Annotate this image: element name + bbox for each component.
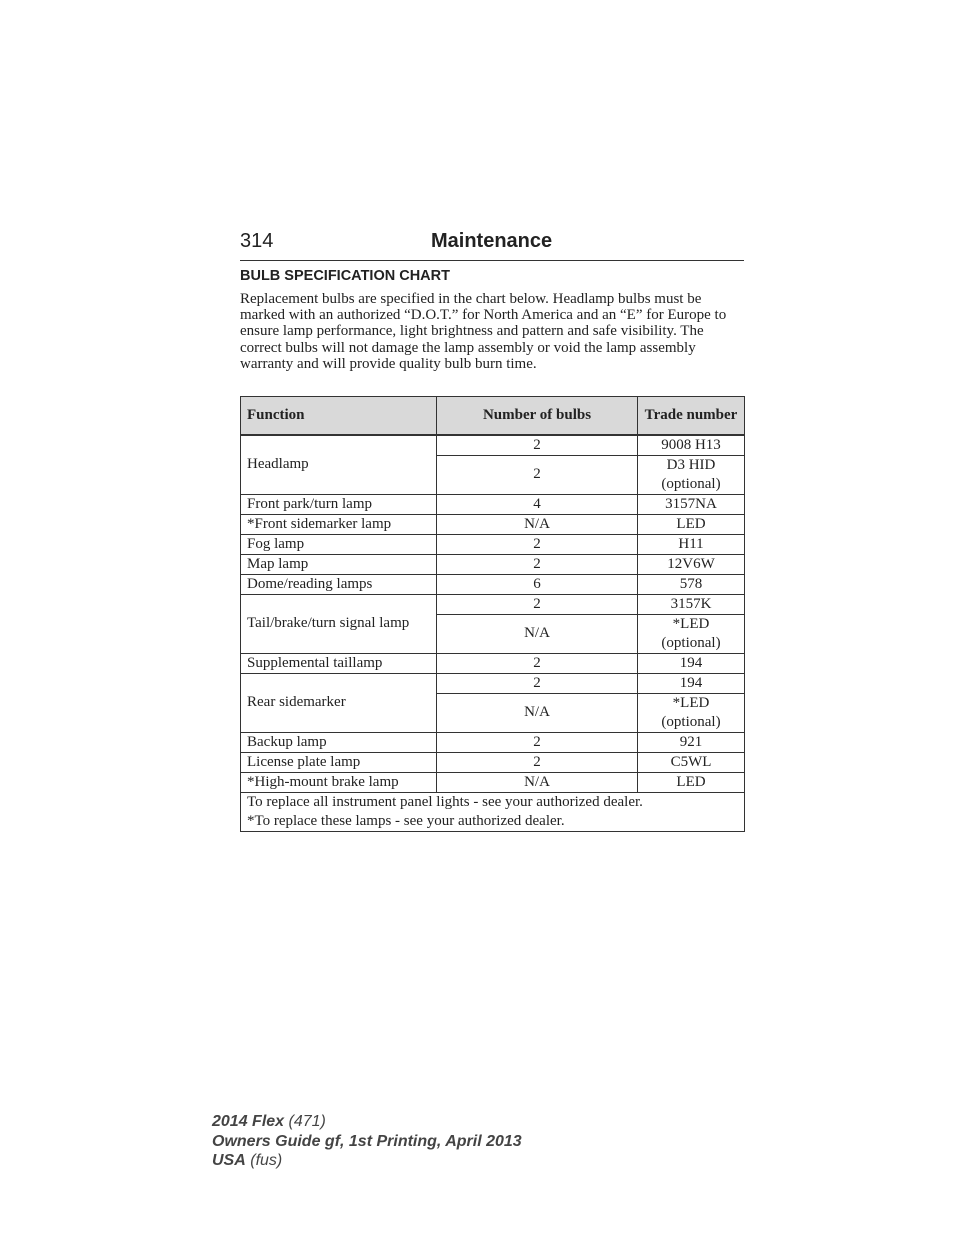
function-cell: Rear sidemarker [241,673,437,732]
trade-number-cell: 9008 H13 [638,435,745,456]
number-of-bulbs-cell: 2 [437,673,638,693]
number-of-bulbs-cell: 2 [437,534,638,554]
function-cell: License plate lamp [241,752,437,772]
table-row [241,494,745,514]
function-cell: Supplemental taillamp [241,653,437,673]
column-header-function: Function [241,397,437,435]
trade-number-cell: *LED (optional) [638,614,745,653]
function-cell: Headlamp [241,435,437,495]
trade-number-cell: 3157NA [638,494,745,514]
table-row [241,673,745,693]
table-notes-cell [241,792,745,831]
footer-guide: Owners Guide gf, 1st Printing, April 2013 [212,1132,522,1150]
number-of-bulbs-cell: N/A [437,514,638,534]
number-of-bulbs-cell: 2 [437,653,638,673]
number-of-bulbs-cell: 6 [437,574,638,594]
function-cell: Fog lamp [241,534,437,554]
number-of-bulbs-cell: N/A [437,614,638,653]
footer-market-line [212,1151,522,1171]
trade-number-cell: H11 [638,534,745,554]
table-body [241,435,745,832]
bulb-specification-table [240,396,745,832]
function-cell: Backup lamp [241,732,437,752]
trade-number-cell: 921 [638,732,745,752]
function-cell: *Front sidemarker lamp [241,514,437,534]
function-cell: Tail/brake/turn signal lamp [241,594,437,653]
trade-number-cell: C5WL [638,752,745,772]
page-header [240,228,744,261]
table-row [241,534,745,554]
number-of-bulbs-cell: 2 [437,435,638,456]
number-of-bulbs-cell: 2 [437,752,638,772]
column-header-number-of-bulbs: Number of bulbs [437,397,638,435]
trade-number-cell: 3157K [638,594,745,614]
trade-number-cell: D3 HID (optional) [638,455,745,494]
section-heading: BULB SPECIFICATION CHART [240,268,450,284]
footer-model: 2014 Flex [212,1113,285,1130]
table-row [241,435,745,456]
trade-number-cell: *LED (optional) [638,693,745,732]
table-row [241,732,745,752]
number-of-bulbs-cell: 4 [437,494,638,514]
trade-number-cell: 12V6W [638,554,745,574]
column-header-trade-number: Trade number [638,397,745,435]
table-row [241,514,745,534]
table-row [241,554,745,574]
table-row [241,772,745,792]
footer-model-code: (471) [288,1113,326,1130]
trade-number-cell: 194 [638,673,745,693]
function-cell: Front park/turn lamp [241,494,437,514]
footer-market-code: (fus) [250,1152,283,1169]
table-note: *To replace these lamps - see your authorized dealer. [247,812,565,829]
table-row [241,594,745,614]
intro-paragraph: Replacement bulbs are specified in the chart below. Headlamp bulbs must be marked with an authorized “D.O.T.” for North America and an “E” for Europe to ensure lamp performance, light brightness and pattern and safe visibility. The correct bulbs will not damage the lamp assembly or void the lamp assembly warranty and will provide quality bulb burn time. [240,291,727,372]
trade-number-cell: 194 [638,653,745,673]
number-of-bulbs-cell: N/A [437,772,638,792]
function-cell: *High-mount brake lamp [241,772,437,792]
table-row [241,752,745,772]
function-cell: Map lamp [241,554,437,574]
number-of-bulbs-cell: 2 [437,594,638,614]
trade-number-cell: LED [638,772,745,792]
footer-guide-line [212,1132,522,1152]
number-of-bulbs-cell: 2 [437,554,638,574]
table-row [241,574,745,594]
page-number: 314 [240,230,274,252]
page-title: Maintenance [431,230,553,252]
trade-number-cell: 578 [638,574,745,594]
table-row [241,653,745,673]
function-cell: Dome/reading lamps [241,574,437,594]
number-of-bulbs-cell: 2 [437,455,638,494]
document-footer [212,1112,522,1171]
table-note: To replace all instrument panel lights - see your authorized dealer. [247,793,643,810]
footer-model-line [212,1112,522,1132]
table-header-row [241,397,745,435]
number-of-bulbs-cell: N/A [437,693,638,732]
number-of-bulbs-cell: 2 [437,732,638,752]
footer-market: USA [212,1152,246,1169]
table-notes-row [241,792,745,831]
trade-number-cell: LED [638,514,745,534]
